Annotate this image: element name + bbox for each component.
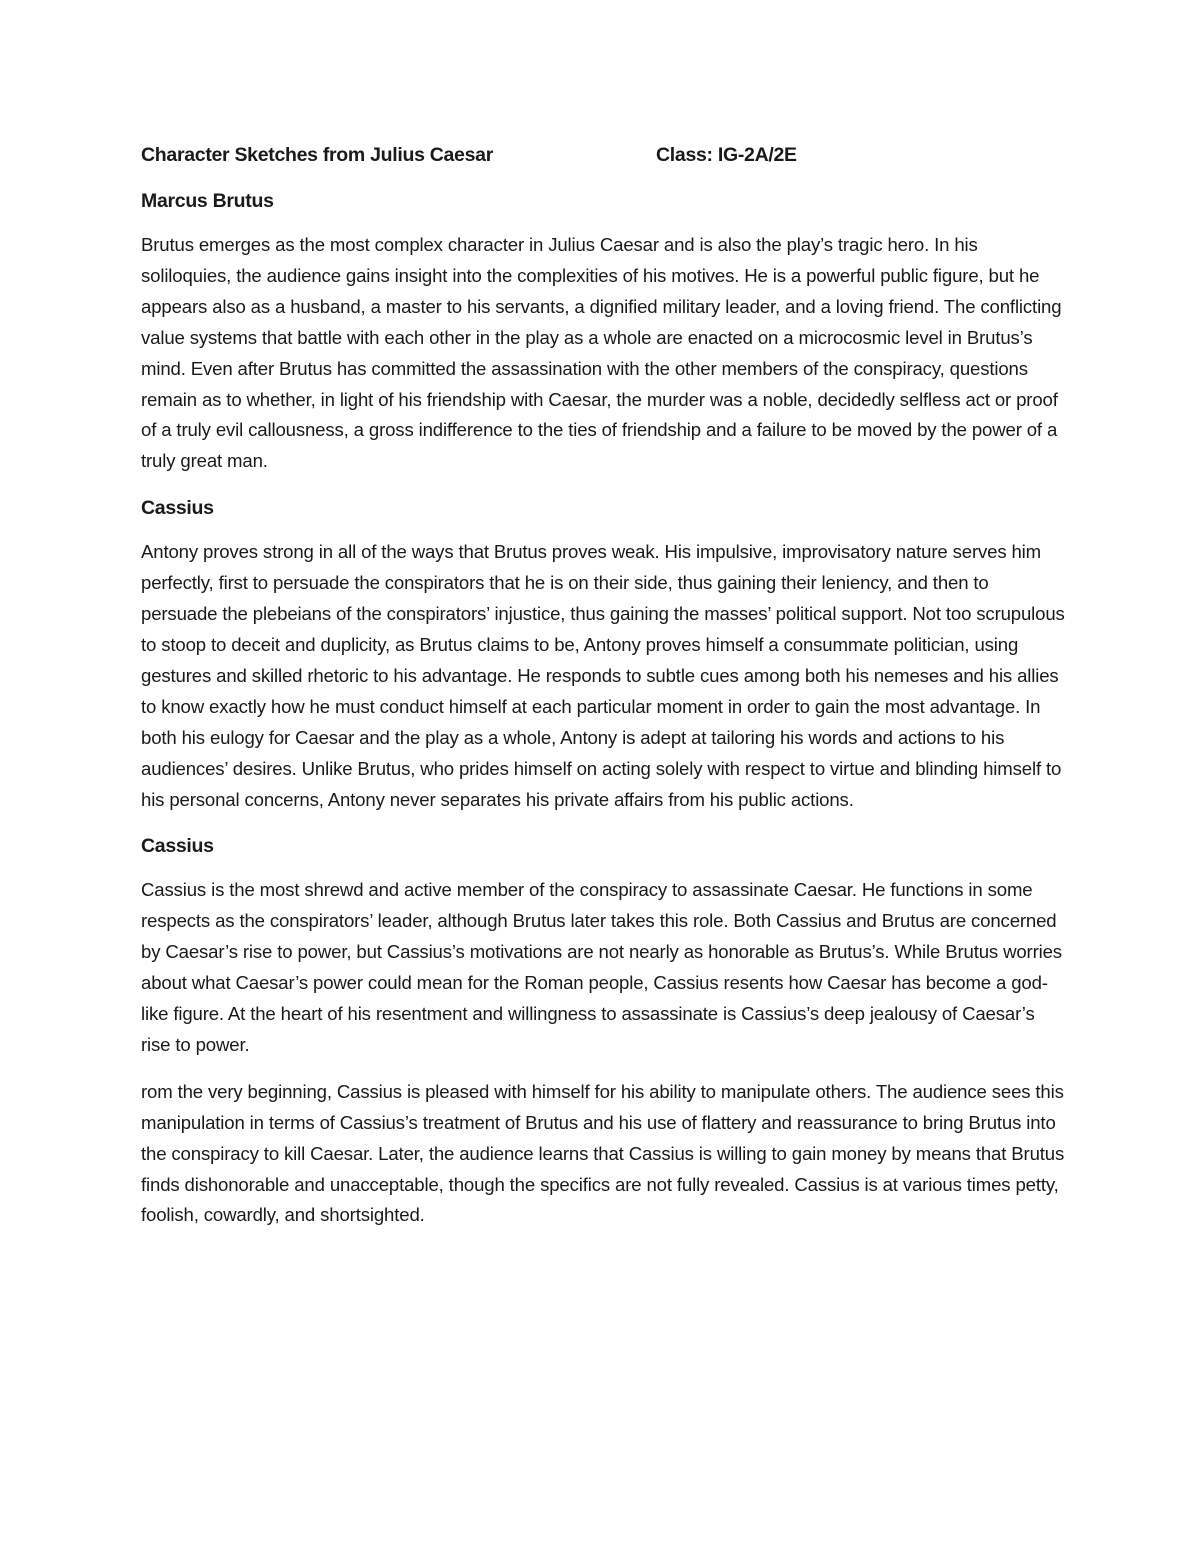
class-label: Class: IG-2A/2E bbox=[656, 144, 797, 166]
section-paragraph: Cassius is the most shrewd and active member of the conspiracy to assassinate Caesar. He functions in some respects as the conspirators’ leader, although Brutus later takes this role. Both Cassius and Brutus are concerned by Caesar’s rise to power, but Cassius’s motivations are not nearly as honorable as Brutus’s. While Brutus worries about what Caesar’s power could mean for the Roman people, Cassius resents how Caesar has become a god-like figure. At the heart of his resentment and willingness to assassinate is Cassius’s deep jealousy of Caesar’s rise to power. bbox=[141, 879, 1062, 1055]
document-title: Character Sketches from Julius Caesar bbox=[141, 144, 493, 166]
section-cassius bbox=[141, 831, 1066, 1231]
section-heading: Marcus Brutus bbox=[141, 190, 274, 212]
document-content bbox=[141, 140, 1066, 1247]
section-heading: Cassius bbox=[141, 835, 214, 858]
section-marcus-brutus bbox=[141, 186, 1066, 477]
section-paragraph: Antony proves strong in all of the ways that Brutus proves weak. His impulsive, improvisatory nature serves him perfectly, first to persuade the conspirators that he is on their side, thus gaining their leniency, and then to persuade the plebeians of the conspirators’ injustice, thus gaining the masses’ political support. Not too scrupulous to stoop to deceit and duplicity, as Brutus claims to be, Antony proves himself a consummate politician, using gestures and skilled rhetoric to his advantage. He responds to subtle cues among both his nemeses and his allies to know exactly how he must conduct himself at each particular moment in order to gain the most advantage. In both his eulogy for Caesar and the play as a whole, Antony is adept at tailoring his words and actions to his audiences’ desires. Unlike Brutus, who prides himself on acting solely with respect to virtue and blinding himself to his personal concerns, Antony never separates his private affairs from his public actions. bbox=[141, 541, 1065, 810]
section-heading: Cassius bbox=[141, 497, 214, 520]
title-row bbox=[141, 140, 1066, 170]
section-cassius-antony bbox=[141, 493, 1066, 815]
section-paragraph: Brutus emerges as the most complex character in Julius Caesar and is also the play’s tragic hero. In his soliloquies, the audience gains insight into the complexities of his motives. He is a powerful public figure, but he appears also as a husband, a master to his servants, a dignified military leader, and a loving friend. The conflicting value systems that battle with each other in the play as a whole are enacted on a microcosmic level in Brutus’s mind. Even after Brutus has committed the assassination with the other members of the conspiracy, questions remain as to whether, in light of his friendship with Caesar, the murder was a noble, decidedly selfless act or proof of a truly evil callousness, a gross indifference to the ties of friendship and a failure to be moved by the power of a truly great man. bbox=[141, 234, 1062, 472]
section-paragraph: rom the very beginning, Cassius is pleased with himself for his ability to manipulate others. The audience sees this manipulation in terms of Cassius’s treatment of Brutus and his use of flattery and reassurance to bring Brutus into the conspiracy to kill Caesar. Later, the audience learns that Cassius is willing to gain money by means that Brutus finds dishonorable and unacceptable, though the specifics are not fully revealed. Cassius is at various times petty, foolish, cowardly, and shortsighted. bbox=[141, 1080, 1065, 1226]
